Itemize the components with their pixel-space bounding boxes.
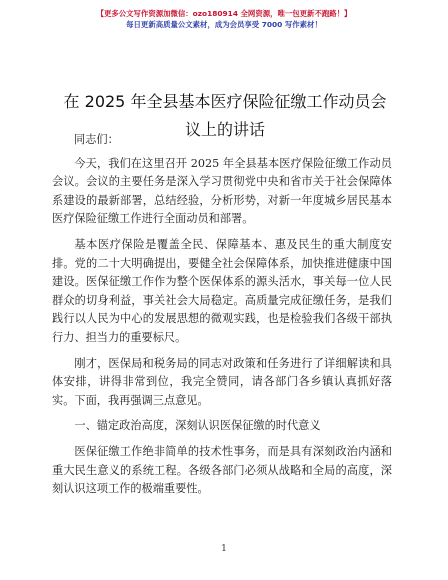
section-heading: 一、锚定政治高度，深刻认识医保征缴的时代意义	[74, 419, 321, 433]
banner-line-1: 【更多公文写作资源加微信：ozo180914 全网资源，唯一包更新不跑路！】	[96, 9, 352, 18]
document-body	[52, 131, 392, 506]
header-banner	[0, 8, 448, 30]
paragraph-transition: 刚才，医保局和税务局的同志对政策和任务进行了详细解读和具体安排，讲得非常到位，我完全赞同，请各部门各乡镇认真抓好落实。下面，我再强调三点意见。	[52, 356, 392, 407]
paragraph-significance: 基本医疗保险是覆盖全民、保障基本、惠及民生的重大制度安排。党的二十大明确提出，要健全社会保障体系，加快推进健康中国建设。医保征缴工作作为整个医保体系的源头活水，事关每一位人民群众的切身利益，事关社会大局稳定。高质量完成征缴任务，是我们践行以人民为中心的发展思想的微观实践，也是检验我们各级干部执行力、担当力的重要标尺。	[52, 237, 392, 344]
banner-line-2: 每日更新高质量公文素材，成为会员享受 7000 写作素材！	[126, 20, 322, 29]
paragraph-section-one: 医保征缴工作绝非简单的技术性事务，而是具有深刻政治内涵和重大民生意义的系统工程。各级各部门必须从战略和全局的高度，深刻认识这项工作的极端重要性。	[52, 444, 392, 496]
page-number: 1	[221, 544, 227, 554]
document-title: 在 2025 年全县基本医疗保险征缴工作动员会议上的讲话	[63, 92, 387, 139]
salutation: 同志们：	[74, 133, 119, 146]
paragraph-opening: 今天，我们在这里召开 2025 年全县基本医疗保险征缴工作动员会议。会议的主要任务是深入学习贯彻党中央和省市关于社会保障体系建设的最新部署，总结经验，分析形势，对新一年度城乡居民基本医疗保险征缴工作进行全面动员和部署。	[52, 156, 392, 226]
